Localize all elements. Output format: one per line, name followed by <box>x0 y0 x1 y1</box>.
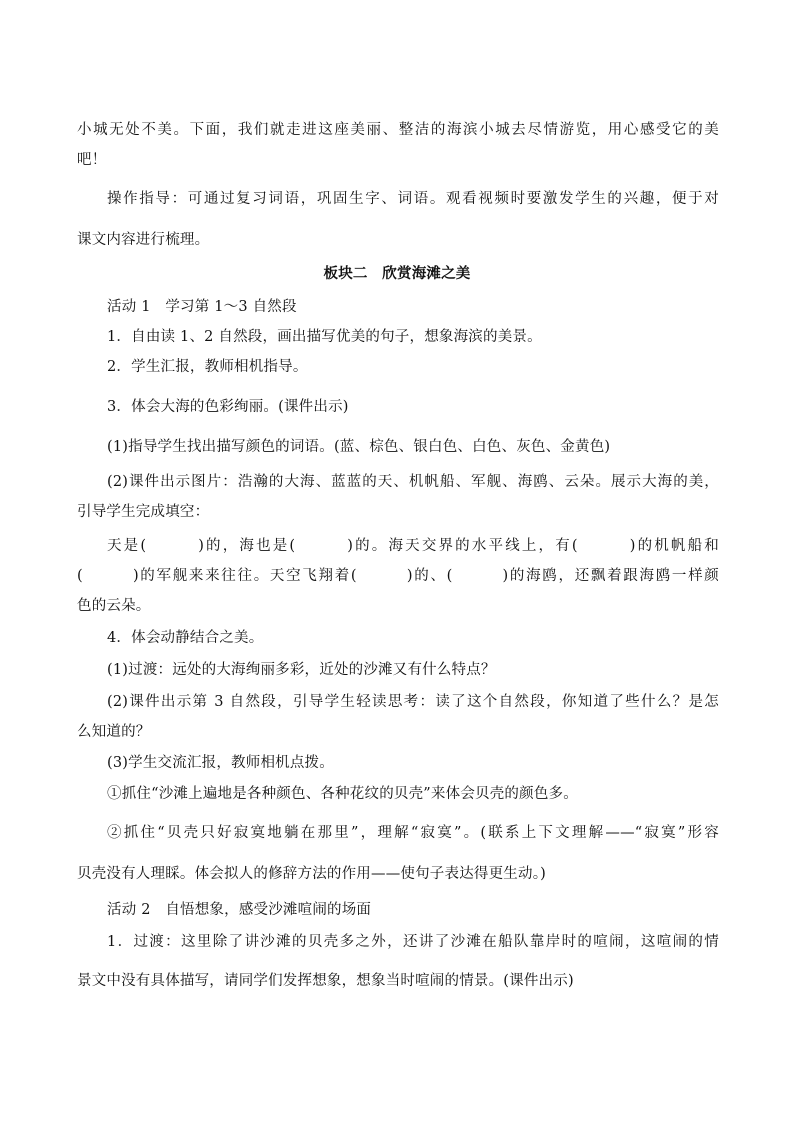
paragraph-line: 2．学生汇报，教师相机指导。 <box>107 359 308 375</box>
paragraph-line: 贝壳没有人理睬。体会拟人的修辞方法的作用——使句子表达得更生动。) <box>77 866 547 882</box>
paragraph-line: 么知道的？ <box>77 724 151 740</box>
paragraph-line: 3．体会大海的色彩绚丽。(课件出示) <box>107 399 349 415</box>
paragraph-line: 1．自由读 1、2 自然段，画出描写优美的句子，想象海滨的美景。 <box>107 329 542 345</box>
paragraph-line: ①抓住“沙滩上遍地是各种颜色、各种花纹的贝壳”来体会贝壳的颜色多。 <box>107 786 578 802</box>
paragraph-line: (3)学生交流汇报，教师相机点拨。 <box>107 755 334 771</box>
paragraph-line: 吧！ <box>77 152 107 168</box>
fill-in-line: 色的云朵。 <box>77 598 151 614</box>
paragraph-line: (2)课件出示图片：浩瀚的大海、蓝蓝的天、机帆船、军舰、海鸥、云朵。展示大海的美， <box>107 474 719 490</box>
paragraph-line: (1)过渡：远处的大海绚丽多彩，近处的沙滩又有什么特点？ <box>107 662 496 678</box>
paragraph-line: 4．体会动静结合之美。 <box>107 630 264 646</box>
paragraph-line: 景文中没有具体描写，请同学们发挥想象，想象当时喧闹的情景。(课件出示) <box>77 973 574 989</box>
paragraph-line: 小城无处不美。下面，我们就走进这座美丽、整洁的海滨小城去尽情游览，用心感受它的美 <box>77 122 719 138</box>
paragraph-line: 课文内容进行梳理。 <box>77 232 210 248</box>
paragraph-line: 1．过渡：这里除了讲沙滩的贝壳多之外，还讲了沙滩在船队靠岸时的喧闹，这喧闹的情 <box>107 934 719 950</box>
paragraph-line: (1)指导学生找出描写颜色的词语。(蓝、棕色、银白色、白色、灰色、金黄色) <box>107 439 611 455</box>
activity-heading: 活动 2 自悟想象，感受沙滩喧闹的场面 <box>107 902 372 918</box>
fill-in-line: ( )的军舰来来往往。天空飞翔着( )的、( )的海鸥，还飘着跟海鸥一样颜 <box>77 568 719 584</box>
section-heading: 板块二 欣赏海滩之美 <box>323 265 471 282</box>
paragraph-line: (2)课件出示第 3 自然段，引导学生轻读思考：读了这个自然段，你知道了些什么？是怎 <box>107 694 719 710</box>
activity-heading: 活动 1 学习第 1～3 自然段 <box>107 299 297 315</box>
paragraph-line: 操作指导：可通过复习词语，巩固生字、词语。观看视频时要激发学生的兴趣，便于对 <box>107 191 719 207</box>
paragraph-line: 引导学生完成填空： <box>77 504 210 520</box>
paragraph-line: ②抓住“贝壳只好寂寞地躺在那里”，理解“寂寞”。(联系上下文理解——“寂寞”形容 <box>107 825 719 841</box>
fill-in-line: 天是( )的，海也是( )的。海天交界的水平线上，有( )的机帆船和 <box>107 538 719 554</box>
